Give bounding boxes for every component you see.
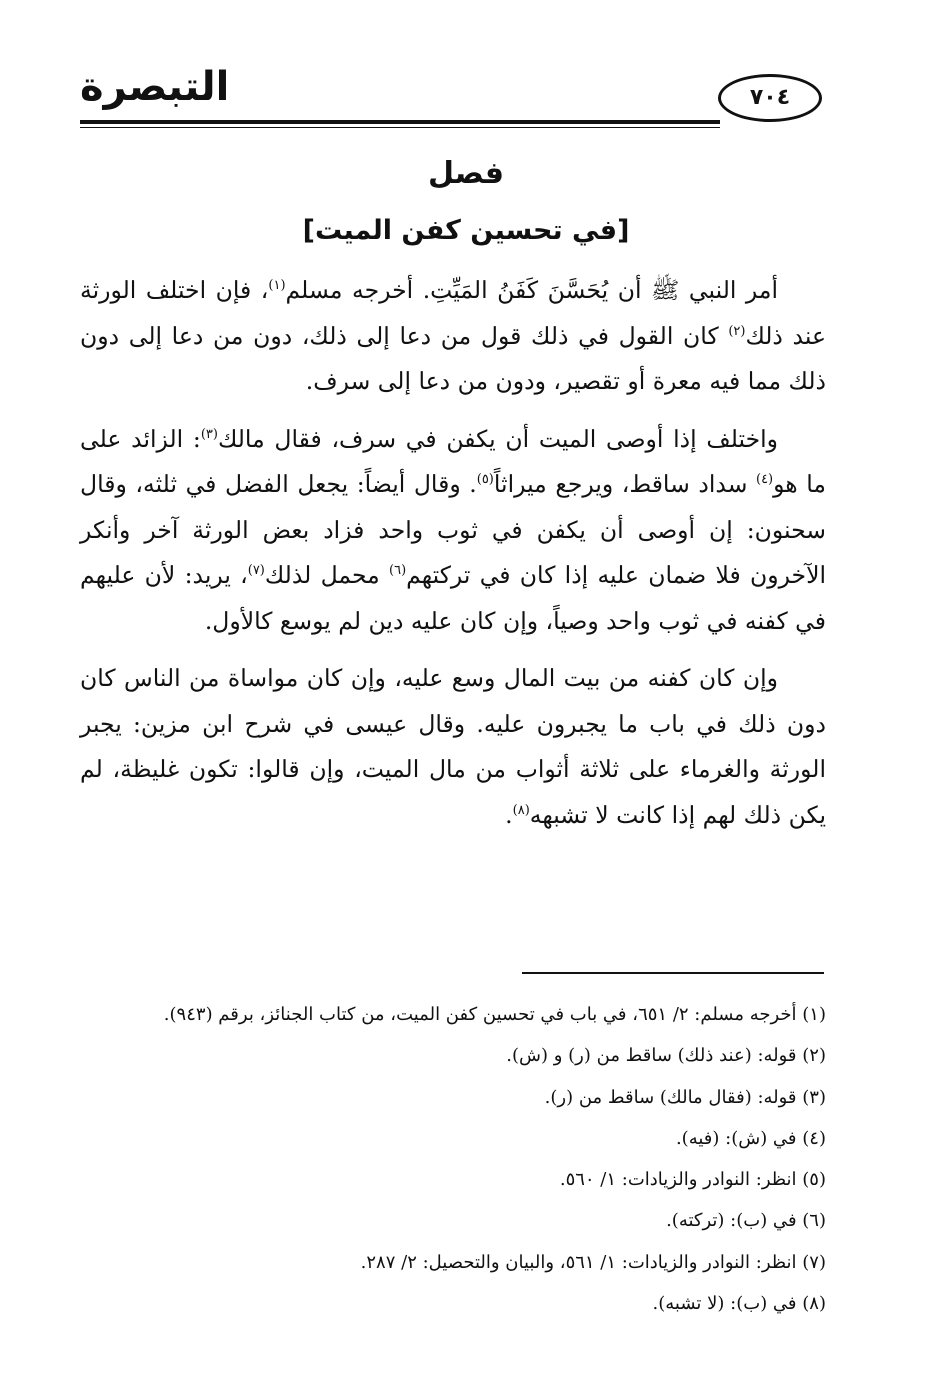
page-header: [0, 0, 932, 140]
footnotes: [80, 994, 826, 1324]
text-run: : الزائد على ما هو: [80, 424, 826, 498]
footnote-item: (٧) انظر: النوادر والزيادات: ١/ ٥٦١، والبيان والتحصيل: ٢/ ٢٨٧.: [360, 1251, 826, 1273]
footnote-ref: (٧): [247, 563, 265, 579]
text-run: .: [505, 800, 513, 829]
text-run: واختلف إذا أوصى الميت أن يكفن في سرف، فقال مالك: [217, 424, 778, 453]
footnote-item: (٥) انظر: النوادر والزيادات: ١/ ٥٦٠.: [559, 1169, 826, 1191]
book-title: التبصرة: [80, 64, 230, 110]
footnote-item: (٢) قوله: (عند ذلك) ساقط من (ر) و (ش).: [506, 1045, 826, 1067]
footnote-item: (٣) قوله: (فقال مالك) ساقط من (ر).: [544, 1086, 826, 1108]
text-run: وإن كان كفنه من بيت المال وسع عليه، وإن كان مواساة من الناس كان دون ذلك في باب ما يجبرون عليه. وقال عيسى في شرح ابن مزين: يجبر الورثة والغرماء على ثلاثة أثواب من مال الميت، وإن قالوا: تكون غليظة، لم يكن ذلك لهم إذا كانت لا تشبهه: [80, 664, 826, 829]
body-text: [80, 268, 826, 850]
paragraph: [80, 268, 826, 405]
section-subheading: [في تحسين كفن الميت]: [302, 215, 630, 246]
paragraph: [80, 656, 826, 838]
page-number: ٧٠٤: [749, 85, 791, 110]
footnote-item: (٨) في (ب): (لا تشبه).: [652, 1293, 826, 1315]
text-run: . وقال أيضاً: يجعل الفضل في ثلثه، وقال سحنون: إن أوصى أن يكفن في ثوب واحد فزاد بعض الورثة آخر وأنكر الآخرون فلا ضمان عليه إذا كان في تركتهم: [80, 470, 827, 589]
footnote-ref: (٣): [200, 426, 218, 442]
text-run: محمل لذلك: [264, 561, 390, 589]
footnote-ref: (٥): [476, 472, 494, 488]
footnote-ref: (٨): [512, 802, 530, 818]
footnote-item: (٦) في (ب): (تركته).: [666, 1210, 826, 1232]
footnote-ref: (٢): [728, 323, 746, 339]
footnote-item: (١) أخرجه مسلم: ٢/ ٦٥١، في باب في تحسين كفن الميت، من كتاب الجنائز، برقم (٩٤٣).: [163, 1004, 826, 1025]
text-run: أمر النبي ﷺ أن يُحَسَّنَ كَفَنُ المَيِّتِ. أخرجه مسلم: [285, 276, 778, 304]
footnote-separator: [522, 972, 824, 974]
header-rule-thin: [80, 127, 720, 128]
text-run: ، فإن اختلف الورثة عند ذلك: [80, 276, 826, 350]
paragraph: [80, 417, 826, 645]
text-run: سداد ساقط، ويرجع ميراثاً: [493, 470, 756, 498]
header-rule-thick: [80, 120, 720, 124]
text-run: ، يريد: لأن عليهم في كفنه في ثوب واحد وصياً، وإن كان عليه دين لم يوسع كالأول.: [80, 561, 826, 635]
footnote-ref: (١): [268, 278, 286, 294]
text-run: كان القول في ذلك قول من دعا إلى ذلك، دون من دعا إلى دون ذلك مما فيه معرة أو تقصير، ودون من دعا إلى سرف.: [80, 321, 826, 395]
footnote-item: (٤) في (ش): (فيه).: [675, 1127, 826, 1149]
footnote-ref: (٦): [389, 563, 407, 579]
section-heading: فصل: [428, 156, 504, 191]
footnote-ref: (٤): [755, 472, 774, 488]
